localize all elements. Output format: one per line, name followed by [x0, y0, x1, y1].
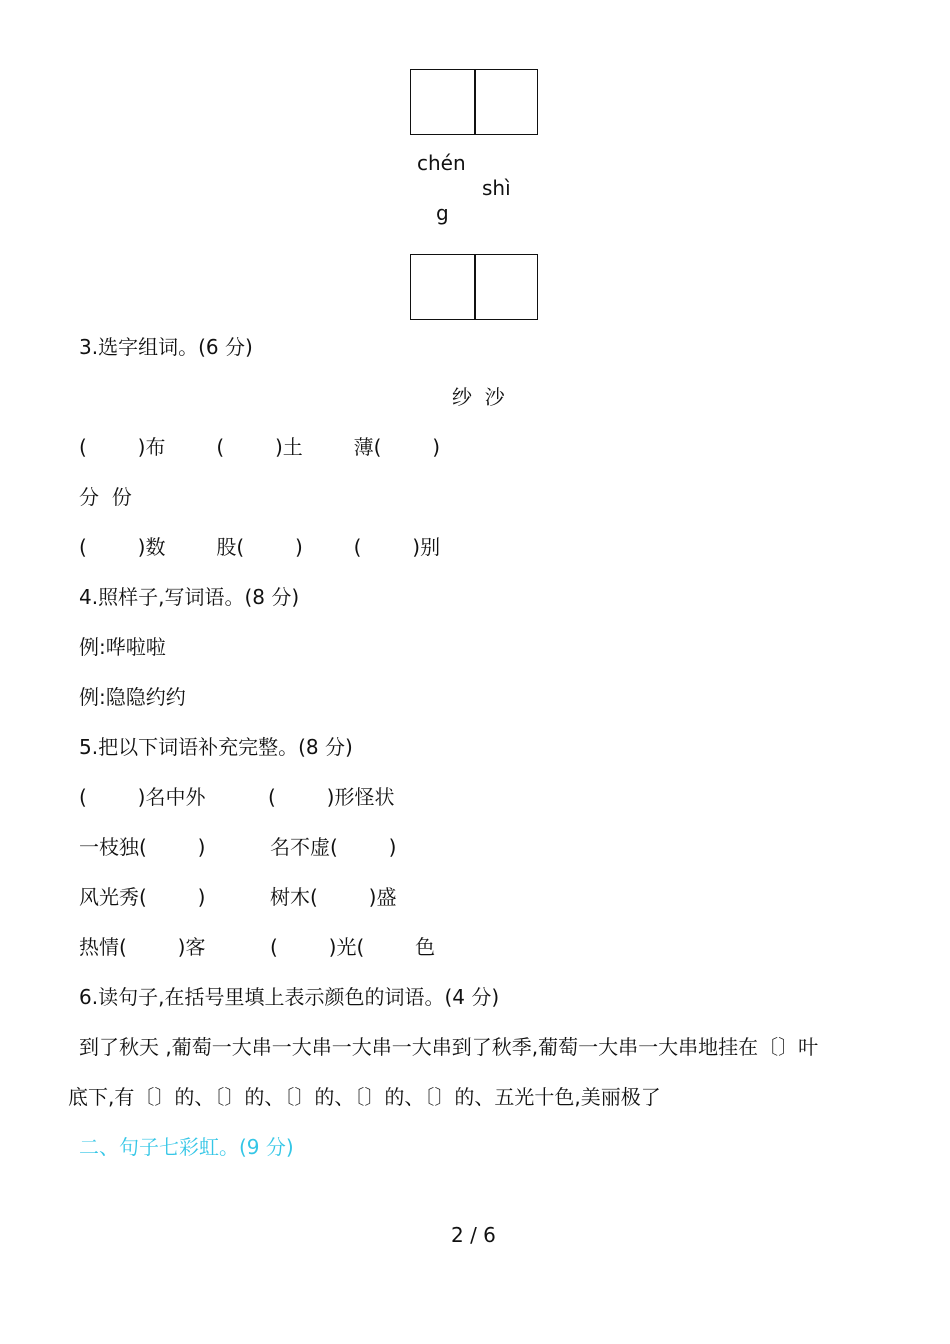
q5-item: ( )名中外 — [79, 785, 206, 809]
pinyin-shi: shì — [482, 176, 511, 200]
q4-title: 4.照样子,写词语。(8 分) — [79, 585, 300, 609]
q5-item: ( )光( 色 — [270, 935, 436, 959]
q4-example-1: 例:哗啦啦 — [79, 635, 166, 659]
q3-group2-line: ( )数 股( ) ( )别 — [79, 535, 441, 559]
q6-sentence-line-1: 到了秋天 ,葡萄一大串一大串一大串一大串到了秋季,葡萄一大串一大串地挂在〔〕叶 — [79, 1035, 819, 1059]
page-number: 2 / 6 — [451, 1223, 496, 1247]
q3-group1-line: ( )布 ( )土 薄( ) — [79, 435, 441, 459]
pinyin-chen: chén — [417, 151, 466, 175]
pinyin-chen-wrap: g — [436, 201, 449, 225]
q5-item: 风光秀( ) — [79, 885, 206, 909]
q3-group1-chars: 纱 沙 — [452, 385, 505, 409]
q6-sentence-line-2: 底下,有〔〕的、〔〕的、〔〕的、〔〕的、〔〕的、五光十色,美丽极了 — [68, 1085, 661, 1109]
q6-title: 6.读句子,在括号里填上表示颜色的词语。(4 分) — [79, 985, 500, 1009]
q3-group2-chars: 分 份 — [79, 485, 132, 509]
grid-divider — [474, 255, 476, 319]
q3-title: 3.选字组词。(6 分) — [79, 335, 253, 359]
writing-grid-top — [410, 69, 538, 135]
q5-title: 5.把以下词语补充完整。(8 分) — [79, 735, 353, 759]
q5-item: ( )形怪状 — [268, 785, 395, 809]
q4-example-2: 例:隐隐约约 — [79, 685, 186, 709]
q5-item: 树木( )盛 — [270, 885, 397, 909]
q5-item: 热情( )客 — [79, 935, 206, 959]
writing-grid-bottom — [410, 254, 538, 320]
q5-item: 名不虚( ) — [270, 835, 397, 859]
section-2-heading: 二、句子七彩虹。(9 分) — [79, 1135, 294, 1159]
grid-divider — [474, 70, 476, 134]
q5-item: 一枝独( ) — [79, 835, 206, 859]
